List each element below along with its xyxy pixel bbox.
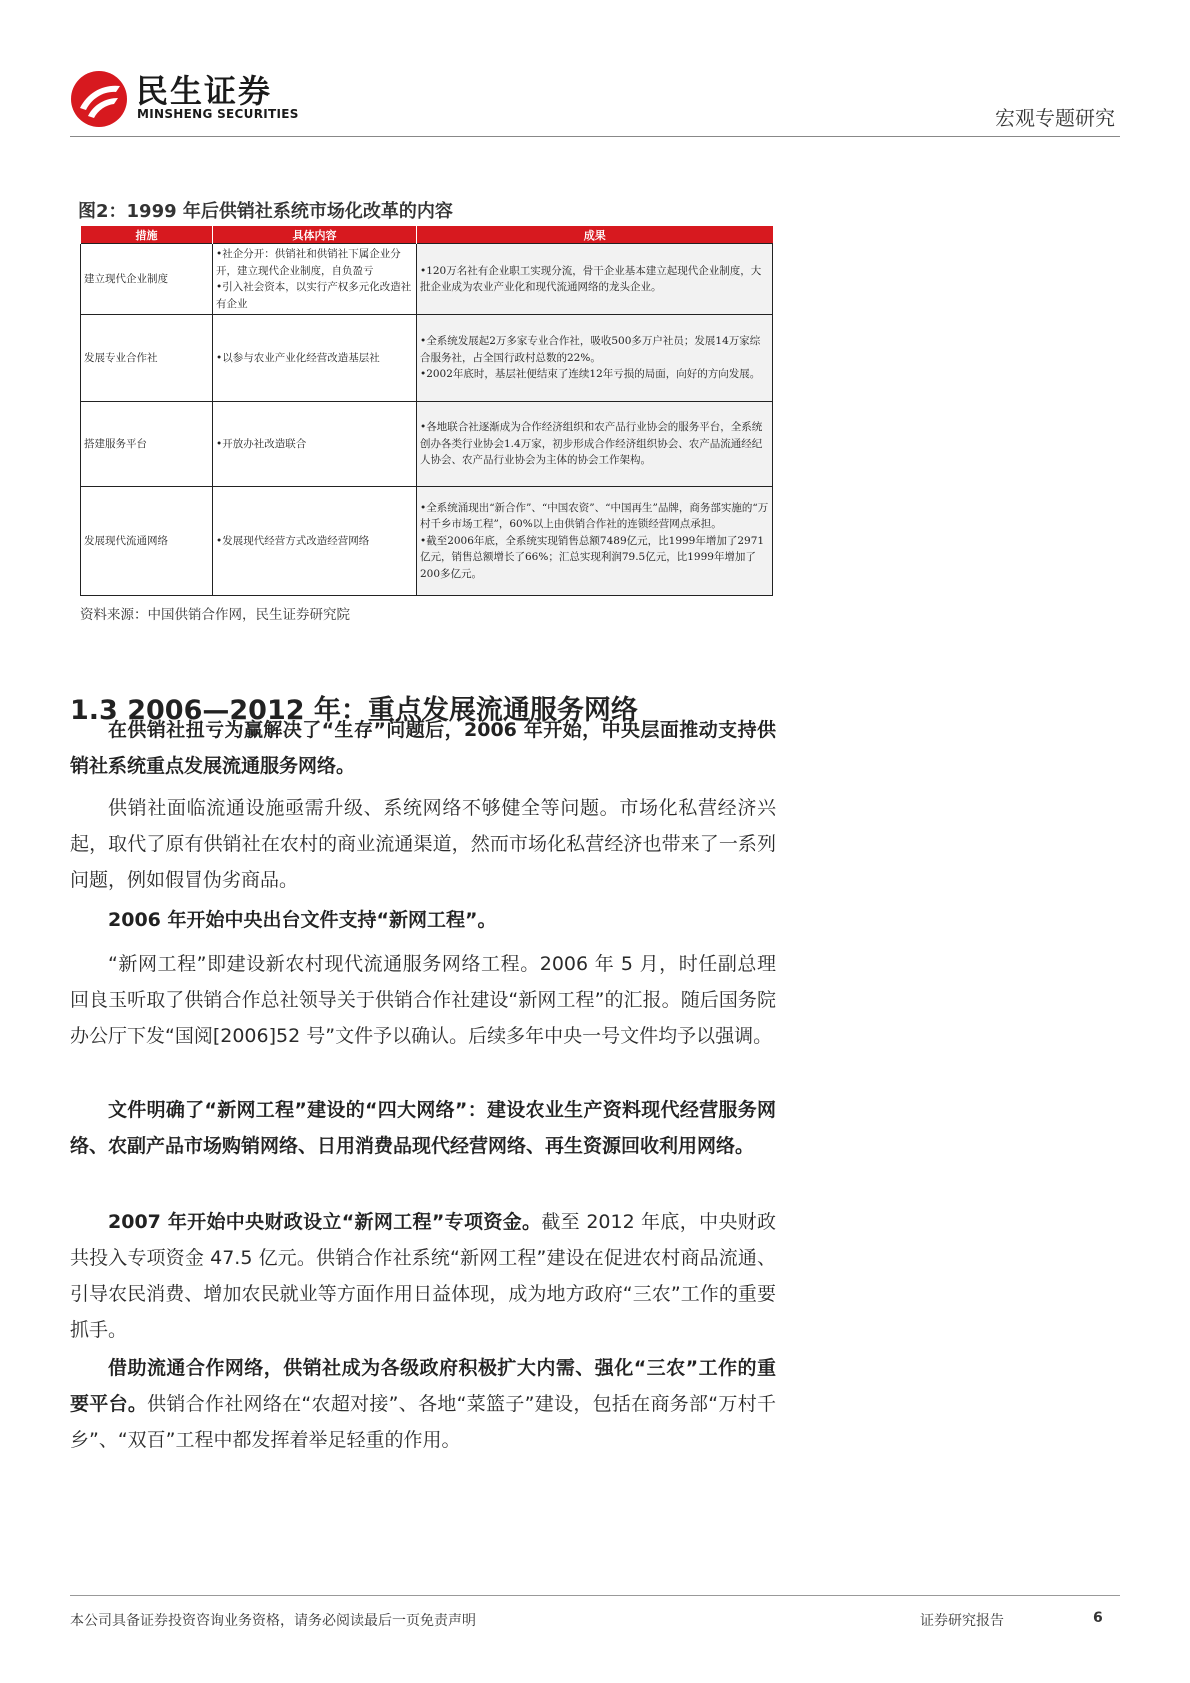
- table-row: [81, 487, 773, 596]
- paragraph-7-body: 供销合作社网络在“农超对接”、各地“菜篮子”建设，包括在商务部“万村千乡”、“双百”工程中都发挥着举足轻重的作用。: [70, 1393, 776, 1451]
- result-item: •120万名社有企业职工实现分流，骨干企业基本建立起现代企业制度，大批企业成为农业产业化和现代流通网络的龙头企业。: [420, 264, 762, 293]
- figure-source: 资料来源：中国供销合作网，民生证券研究院: [80, 607, 350, 623]
- content-item: •引入社会资本，以实行产权多元化改造社有企业: [216, 281, 412, 310]
- logo-english-name: MINSHENG SECURITIES: [137, 107, 299, 121]
- measure-cell: 发展专业合作社: [81, 315, 213, 402]
- content-item: •发展现代经营方式改造经营网络: [216, 534, 370, 547]
- paragraph-1: 在供销社扭亏为赢解决了“生存”问题后，2006 年开始，中央层面推动支持供销社系统重点发展流通服务网络。: [70, 719, 776, 777]
- paragraph-2: 供销社面临流通设施亟需升级、系统网络不够健全等问题。市场化私营经济兴起，取代了原有供销社在农村的商业流通渠道，然而市场化私营经济也带来了一系列问题，例如假冒伪劣商品。: [70, 797, 776, 891]
- header-divider: [70, 136, 1120, 137]
- paragraph-6: [70, 1204, 776, 1348]
- column-header: 具体内容: [213, 226, 417, 244]
- measure-cell: 建立现代企业制度: [81, 244, 213, 315]
- result-cell: [417, 244, 773, 315]
- result-item: •全系统发展起2万多家专业合作社，吸收500多万户社员；发展14万家综合服务社，占全国行政村总数的22%。: [420, 335, 761, 364]
- page-header: [0, 0, 1190, 140]
- content-cell: [213, 244, 417, 315]
- measure-cell: 搭建服务平台: [81, 402, 213, 487]
- content-cell: [213, 487, 417, 596]
- result-item: •2002年底时，基层社便结束了连续12年亏损的局面，向好的方向发展。: [420, 368, 761, 381]
- footer-label: 证券研究报告: [920, 1613, 1004, 1629]
- result-cell: [417, 487, 773, 596]
- paragraph-4: “新网工程”即建设新农村现代流通服务网络工程。2006 年 5 月，时任副总理回良玉听取了供销合作总社领导关于供销合作社建设“新网工程”的汇报。随后国务院办公厅下发“国阅[2006]52 号”文件予以确认。后续多年中央一号文件均予以强调。: [70, 953, 776, 1047]
- paragraph-6-body: 截至 2012 年底，中央财政共投入专项资金 47.5 亿元。供销合作社系统“新网工程”建设在促进农村商品流通、引导农民消费、增加农民就业等方面作用日益体现，成为地方政府“三农”工作的重要抓手。: [70, 1211, 776, 1341]
- paragraph-7-lead: 借助流通合作网络，供销社成为各级政府积极扩大内需、强化“三农”工作的重要平台。: [70, 1357, 776, 1415]
- paragraph-3: 2006 年开始中央出台文件支持“新网工程”。: [108, 909, 497, 931]
- table-row: [81, 315, 773, 402]
- footer-disclaimer: 本公司具备证券投资咨询业务资格，请务必阅读最后一页免责声明: [70, 1613, 476, 1629]
- column-header: 成果: [417, 226, 773, 244]
- content-item: •开放办社改造联合: [216, 437, 307, 450]
- table-header-row: [81, 226, 773, 244]
- result-item: •全系统涌现出“新合作”、“中国农资”、“中国再生”品牌，商务部实施的“万村千乡市场工程”，60%以上由供销合作社的连锁经营网点承担。: [420, 501, 769, 531]
- logo-chinese-name: 民生证券: [136, 72, 273, 110]
- result-item: •各地联合社逐渐成为合作经济组织和农产品行业协会的服务平台，全系统创办各类行业协会1.4万家，初步形成合作经济组织协会、农产品流通经纪人协会、农产品行业协会为主体的协会工作架构。: [420, 421, 763, 467]
- table-row: [81, 402, 773, 487]
- result-cell: [417, 315, 773, 402]
- figure-title: 图2：1999 年后供销社系统市场化改革的内容: [78, 201, 453, 222]
- content-cell: [213, 402, 417, 487]
- column-header: 措施: [81, 226, 213, 244]
- paragraph-5: 文件明确了“新网工程”建设的“四大网络”：建设农业生产资料现代经营服务网络、农副产品市场购销网络、日用消费品现代经营网络、再生资源回收利用网络。: [70, 1099, 776, 1157]
- footer-divider: [70, 1595, 1120, 1596]
- paragraph-6-lead: 2007 年开始中央财政设立“新网工程”专项资金。: [108, 1211, 542, 1233]
- result-cell: [417, 402, 773, 487]
- page-number: 6: [1093, 1610, 1103, 1626]
- content-item: •社企分开：供销社和供销社下属企业分开，建立现代企业制度，自负盈亏: [216, 248, 401, 277]
- paragraph-7: [70, 1350, 776, 1458]
- minsheng-logo-icon: [70, 70, 128, 128]
- table-row: [81, 244, 773, 315]
- reform-table: [80, 226, 773, 596]
- report-type: 宏观专题研究: [995, 106, 1115, 130]
- section-title: 1.3 2006—2012 年：重点发展流通服务网络: [70, 695, 638, 726]
- measure-cell: 发展现代流通网络: [81, 487, 213, 596]
- content-item: •以参与农业产业化经营改造基层社: [216, 351, 380, 364]
- result-item: •截至2006年底，全系统实现销售总额7489亿元，比1999年增加了2971亿元，销售总额增长了66%；汇总实现利润79.5亿元，比1999年增加了200多亿元。: [420, 534, 765, 580]
- content-cell: [213, 315, 417, 402]
